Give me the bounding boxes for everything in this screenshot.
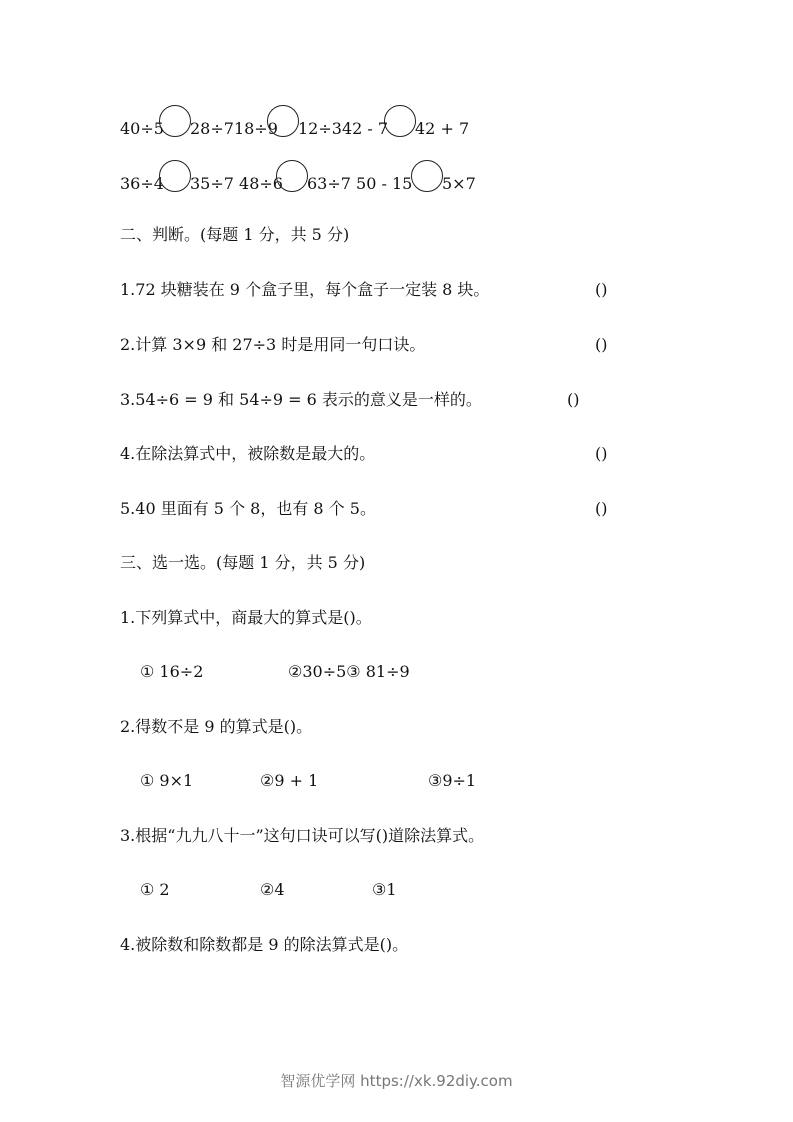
footer-watermark: 智源优学网 https://xk.92diy.com	[280, 1072, 513, 1090]
choice-option[interactable]: ① 16÷2	[140, 662, 204, 681]
choice-option[interactable]: ① 2	[140, 880, 170, 899]
choice-option[interactable]: ③1	[372, 880, 397, 899]
judge-item-text: 3.54÷6 = 9 和 54÷9 = 6 表示的意义是一样的。	[120, 390, 482, 409]
choice-question-1: 1.下列算式中，商最大的算式是()。	[120, 608, 372, 627]
choice-option[interactable]: ③9÷1	[428, 771, 477, 790]
compare-circle[interactable]	[159, 160, 191, 192]
answer-parens[interactable]: ()	[595, 335, 608, 354]
answer-parens[interactable]: ()	[595, 499, 608, 518]
choice-option[interactable]: ②4	[260, 880, 285, 899]
judge-item-text: 2.计算 3×9 和 27÷3 时是用同一句口诀。	[120, 335, 426, 354]
answer-parens[interactable]: ()	[595, 280, 608, 299]
choice-option[interactable]: ②9 + 1	[260, 771, 319, 790]
choice-option[interactable]: ②30÷5③ 81÷9	[288, 662, 410, 681]
compare-expr: 42 + 7	[415, 119, 470, 138]
compare-expr: 5×7	[442, 174, 476, 193]
choice-question-2: 2.得数不是 9 的算式是()。	[120, 717, 313, 736]
judge-item-text: 5.40 里面有 5 个 8，也有 8 个 5。	[120, 499, 376, 518]
compare-expr: 40÷5	[120, 119, 164, 138]
compare-circle[interactable]	[384, 105, 416, 137]
compare-circle[interactable]	[159, 105, 191, 137]
choice-question-3: 3.根据“九九八十一”这句口诀可以写()道除法算式。	[120, 826, 485, 845]
judge-item-text: 1.72 块糖装在 9 个盒子里，每个盒子一定装 8 块。	[120, 280, 490, 299]
compare-circle[interactable]	[411, 160, 443, 192]
choice-option[interactable]: ① 9×1	[140, 771, 194, 790]
compare-expr: 28÷718÷9	[190, 119, 278, 138]
compare-expr: 12÷342 - 7	[298, 119, 389, 138]
answer-parens[interactable]: ()	[567, 390, 580, 409]
answer-parens[interactable]: ()	[595, 444, 608, 463]
section-heading-choose: 三、选一选。(每题 1 分，共 5 分)	[120, 553, 366, 572]
choice-question-4: 4.被除数和除数都是 9 的除法算式是()。	[120, 935, 409, 954]
section-heading-judge: 二、判断。(每题 1 分，共 5 分)	[120, 225, 350, 244]
compare-expr: 36÷4	[120, 174, 164, 193]
compare-expr: 35÷7 48÷6	[190, 174, 283, 193]
judge-item-text: 4.在除法算式中，被除数是最大的。	[120, 444, 376, 463]
compare-circle[interactable]	[267, 105, 299, 137]
compare-circle[interactable]	[276, 160, 308, 192]
compare-expr: 63÷7 50 - 15	[307, 174, 413, 193]
